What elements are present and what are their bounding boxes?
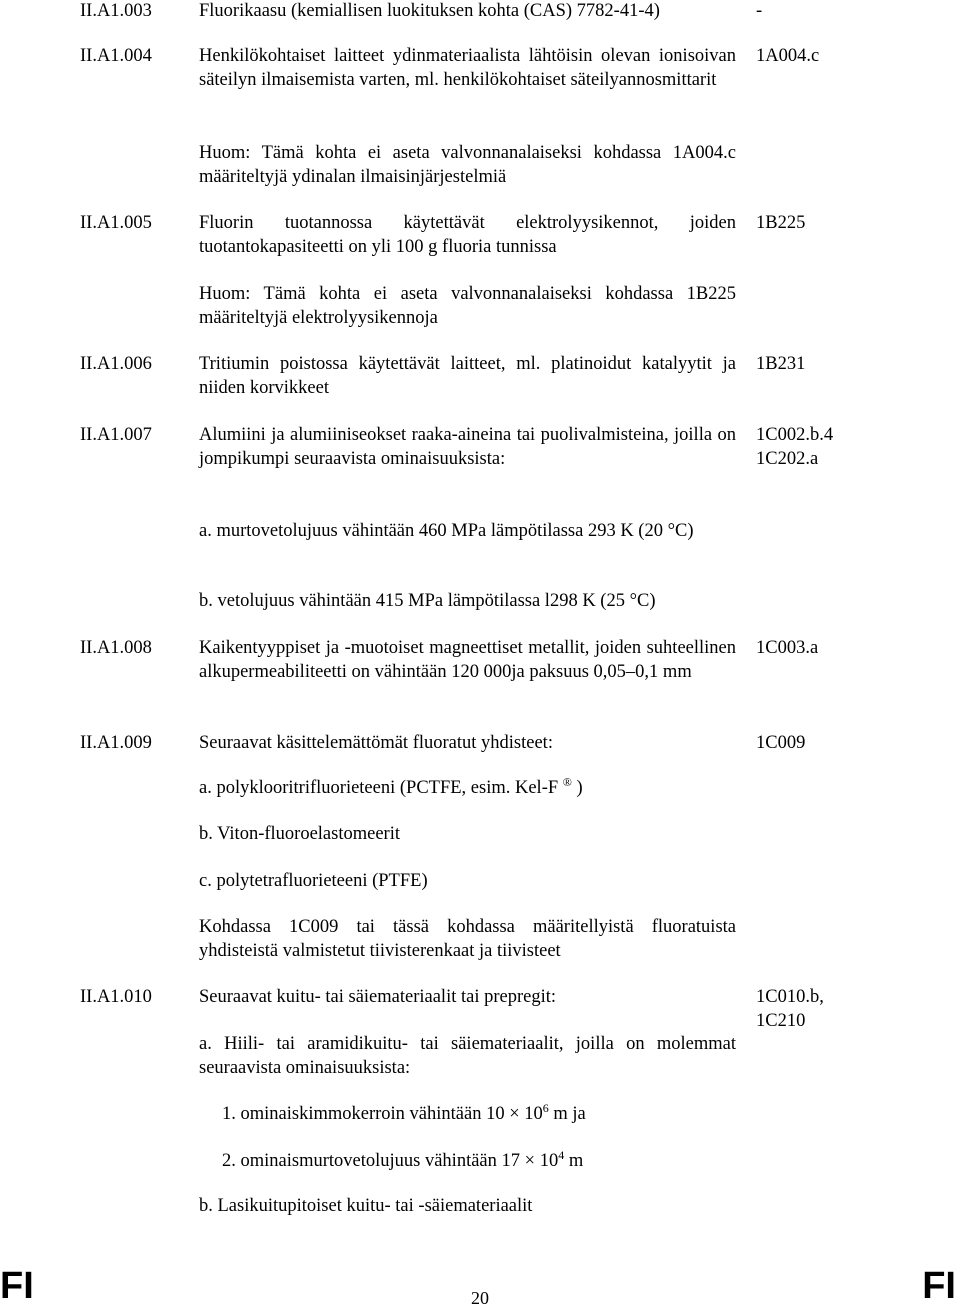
entry-reference: 1C009 bbox=[756, 733, 806, 753]
exponent: 6 bbox=[542, 1101, 549, 1115]
entry-reference: 1C003.a bbox=[756, 638, 819, 658]
entry-code: II.A1.009 bbox=[80, 733, 152, 753]
entry-reference: 1C010.b, 1C210 bbox=[756, 987, 824, 1031]
entry-code: II.A1.007 bbox=[80, 425, 152, 445]
entry-description: Tritiumin poistossa käytettävät laitteet, ml. platinoidut katalyytit ja niiden korvikkeet bbox=[199, 354, 736, 398]
sub-item-a: a. Hiili- tai aramidikuitu- tai säiemateriaalit, joilla on molemmat seuraavista ominaisuuksista: bbox=[199, 1034, 736, 1078]
entry-description: Fluorin tuotannossa käytettävät elektrolyysikennot, joiden tuotantokapasiteetti on yli 100 g fluoria tunnissa bbox=[199, 213, 736, 257]
entry-code: II.A1.005 bbox=[80, 213, 152, 233]
sub-item-a: a. murtovetolujuus vähintään 460 MPa lämpötilassa 293 K (20 °C) bbox=[199, 521, 694, 541]
entry-code: II.A1.008 bbox=[80, 638, 152, 658]
entry-description: Henkilökohtaiset laitteet ydinmateriaalista lähtöisin olevan ionisoivan säteilyn ilmaisemista varten, ml. henkilökohtaiset säteilyannosmittarit bbox=[199, 46, 736, 90]
entry-reference: 1C002.b.4 1C202.a bbox=[756, 425, 834, 469]
page-number: 20 bbox=[471, 1288, 489, 1308]
entry-description: Alumiini ja alumiiniseokset raaka-aineina tai puolivalmisteina, joilla on jompikumpi seuraavista ominaisuuksista: bbox=[199, 425, 736, 469]
entry-note: Huom: Tämä kohta ei aseta valvonnanalaiseksi kohdassa 1A004.c määriteltyjä ydinalan ilmaisinjärjestelmiä bbox=[199, 143, 736, 187]
sub-item-a2: 2. ominaismurtovetolujuus vähintään $17 \times 10^4$ m bbox=[222, 1148, 584, 1171]
sub-item-b: b. Lasikuitupitoiset kuitu- tai -säiemateriaalit bbox=[199, 1196, 533, 1216]
entry-note: Kohdassa 1C009 tai tässä kohdassa määritellyistä fluoratuista yhdisteistä valmistetut tiivisterenkaat ja tiivisteet bbox=[199, 917, 736, 961]
sub-item-b: b. Viton-fluoroelastomeerit bbox=[199, 824, 400, 844]
entry-reference: 1B225 bbox=[756, 213, 806, 233]
sub-item-c: c. polytetrafluorieteeni (PTFE) bbox=[199, 871, 428, 891]
entry-code: II.A1.006 bbox=[80, 354, 152, 374]
entry-note: Huom: Tämä kohta ei aseta valvonnanalaiseksi kohdassa 1B225 määriteltyjä elektrolyysikennoja bbox=[199, 284, 736, 328]
footer-language-left: FI bbox=[0, 1265, 34, 1307]
entry-description: Seuraavat kuitu- tai säiemateriaalit tai prepregit: bbox=[199, 987, 557, 1007]
entry-code: II.A1.010 bbox=[80, 987, 152, 1007]
exponent: 4 bbox=[558, 1148, 565, 1162]
sub-item-a1: 1. ominaiskimmokerroin vähintään $10 \times 10^6$ m ja bbox=[222, 1101, 586, 1124]
entry-description: Seuraavat käsittelemättömät fluoratut yhdisteet: bbox=[199, 733, 553, 753]
registered-mark: ® bbox=[562, 775, 572, 789]
entry-code: II.A1.003 bbox=[80, 1, 152, 21]
entry-reference: - bbox=[756, 1, 763, 21]
entry-reference: 1B231 bbox=[756, 354, 806, 374]
sub-item-a: a. polyklooritrifluorieteeni (PCTFE, esim. Kel-F ® ) bbox=[199, 775, 583, 798]
entry-description: Fluorikaasu (kemiallisen luokituksen kohta (CAS) 7782-41-4) bbox=[199, 1, 660, 21]
entry-description: Kaikentyyppiset ja -muotoiset magneettiset metallit, joiden suhteellinen alkupermeabiliteetti on vähintään 120 000ja paksuus 0,05–0,1 mm bbox=[199, 638, 736, 682]
entry-code: II.A1.004 bbox=[80, 46, 152, 66]
footer-language-right: FI bbox=[922, 1265, 956, 1307]
entry-reference: 1A004.c bbox=[756, 46, 820, 66]
sub-item-b: b. vetolujuus vähintään 415 MPa lämpötilassa l298 K (25 °C) bbox=[199, 591, 656, 611]
